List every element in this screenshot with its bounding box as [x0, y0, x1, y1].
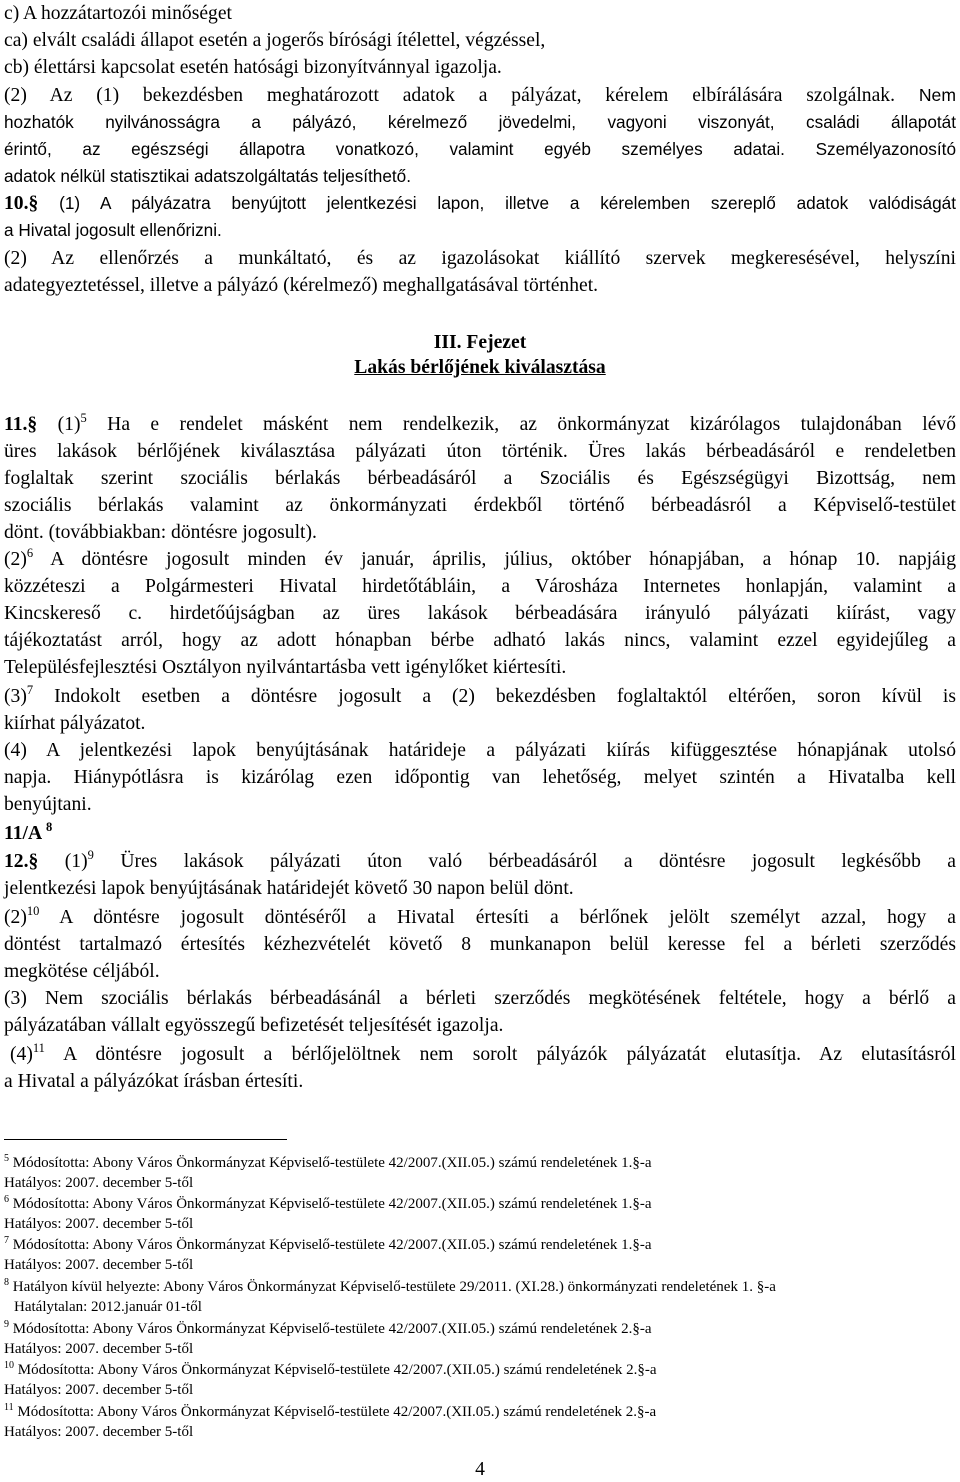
footnote: $^{10}$ Módosította: Abony Város Önkormányzat Képviselő-testülete 42/2007.(XII.05.) számú rendeletének 2.§-a	[4, 1360, 657, 1378]
footnote-effective: Hatályos: 2007. december 5-től	[4, 1341, 194, 1357]
text-line: a Hivatal a pályázókat írásban értesíti.	[4, 1071, 304, 1092]
text-line: $(2)^{10}$ A döntésre jogosult döntéséről a Hivatal értesíti a bérlőnek jelölt személyt azzal, hogy a	[4, 904, 956, 928]
footnote: $^5$ Módosította: Abony Város Önkormányzat Képviselő-testülete 42/2007.(XII.05.) számú rendeletének 1.§-a	[4, 1153, 652, 1171]
footnote-ref: 7	[26, 683, 34, 697]
footnote-effective: Hatálytalan: 2012.január 01-től	[14, 1299, 202, 1315]
section-number: 12.§	[4, 851, 39, 872]
section-11-line: 11.§ $(1)^5$ Ha e rendelet másként nem rendelkezik, az önkormányzat kizárólagos tulajdonában lévő	[4, 411, 956, 435]
text-line: c) A hozzátartozói minőséget	[4, 3, 232, 24]
chapter-number: III. Fejezet	[433, 332, 527, 353]
text-line: dönt. (továbbiakban: döntésre jogosult).	[4, 522, 317, 543]
text-line: döntést tartalmazó értesítés kézhezvételét követő 8 munkanapon belül keresse fel a bérleti szerződés	[4, 934, 956, 955]
text-line: (2) Az ellenőrzés a munkáltató, és az igazolásokat kiállító szervek megkeresésével, helyszíni	[4, 248, 956, 269]
footnote-effective: Hatályos: 2007. december 5-től	[4, 1175, 194, 1191]
text-line: $(4)^{11}$ A döntésre jogosult a bérlőjelöltnek nem sorolt pályázók pályázatát elutasítja. Az elutasításról	[10, 1041, 956, 1065]
footnote-ref: 6	[26, 546, 34, 560]
chapter-title: Lakás bérlőjének kiválasztása	[354, 357, 606, 378]
section-number: 10.§	[4, 193, 39, 214]
text-line: szociális bérlakás valamint az önkormányzati érdekből történő bérbeadásról a Képviselő-testület	[4, 495, 956, 516]
text-line: (4) A jelentkezési lapok benyújtásának határideje a pályázati kiírás kifüggesztése hónapjának utolsó	[4, 740, 956, 761]
text-line: ca) elvált családi állapot esetén a jogerős bírósági ítélettel, végzéssel,	[4, 30, 546, 51]
footnote-ref: 8	[45, 820, 53, 834]
text-line: napja. Hiánypótlásra is kizárólag ezen időpontig van lehetőség, melyet szintén a Hivatalba kell	[4, 767, 956, 788]
footnote-separator	[4, 1139, 287, 1140]
footnote-effective: Hatályos: 2007. december 5-től	[4, 1216, 194, 1232]
text-line: hozhatók nyilvánosságra a pályázó, kérelmező jövedelmi, vagyoni viszonyát, családi állapotát	[4, 112, 956, 132]
text-line: tájékoztatást arról, hogy az adott hónapban bérbe adható lakás nincs, valamint ezzel egyidejűleg a	[4, 630, 956, 651]
footnote-ref: 5	[80, 411, 87, 425]
section-12-line: 12.§ $(1)^9$ Üres lakások pályázati úton való bérbeadásáról a döntésre jogosult legkésőbb a	[4, 848, 957, 872]
page-number: 4	[475, 1459, 485, 1480]
text-line: közzéteszi a Polgármesteri Hivatal hirdetőtábláin, a Városháza Internetes honlapján, valamint a	[4, 576, 956, 597]
text-line: Kincskereső c. hirdetőújságban az üres lakások bérbeadására irányuló pályázati kiírást, vagy	[4, 603, 956, 624]
text-line: érintő, az egészségi állapotra vonatkozó, valamint egyéb személyes adatai. Személyazonosító	[4, 139, 956, 159]
section-10-line: 10.§ (1) A pályázatra benyújtott jelentkezési lapon, illetve a kérelemben szereplő adatok valódiságát	[4, 193, 956, 214]
text-line: adategyeztetéssel, illetve a pályázó (kérelmező) meghallgatásával történhet.	[4, 275, 599, 296]
text-line: üres lakások bérlőjének kiválasztása pályázati úton történik. Üres lakás bérbeadásáról e rendeletben	[4, 441, 956, 462]
footnote: $^{11}$ Módosította: Abony Város Önkormányzat Képviselő-testülete 42/2007.(XII.05.) számú rendeletének 2.§-a	[4, 1402, 657, 1420]
footnote: $^6$ Módosította: Abony Város Önkormányzat Képviselő-testülete 42/2007.(XII.05.) számú rendeletének 1.§-a	[4, 1194, 652, 1212]
section-number: 11.§	[4, 414, 38, 435]
text-line: (3) Nem szociális bérlakás bérbeadásánál a bérleti szerződés megkötésének feltétele, hogy a bérlő a	[4, 988, 956, 1009]
text-line: benyújtani.	[4, 794, 92, 815]
text-line: megkötése céljából.	[4, 961, 160, 982]
text-line: Településfejlesztési Osztályon nyilvántartásba vett igénylőket kiértesíti.	[4, 657, 567, 678]
footnote-ref: 9	[87, 848, 94, 862]
footnote-effective: Hatályos: 2007. december 5-től	[4, 1382, 194, 1398]
footnote-ref: 11	[32, 1041, 45, 1055]
text-line: kiírhat pályázatot.	[4, 713, 146, 734]
text-line: cb) élettársi kapcsolat esetén hatósági bizonyítvánnyal igazolja.	[4, 57, 502, 78]
text-line: (2) Az (1) bekezdésben meghatározott adatok a pályázat, kérelem elbírálására szolgálnak. Nem	[4, 85, 956, 106]
text-line: jelentkezési lapok benyújtásának határidejét követő 30 napon belül dönt.	[4, 878, 574, 899]
text-line: a Hivatal jogosult ellenőrizni.	[4, 220, 222, 240]
footnote: $^7$ Módosította: Abony Város Önkormányzat Képviselő-testülete 42/2007.(XII.05.) számú rendeletének 1.§-a	[4, 1235, 652, 1253]
footnote-effective: Hatályos: 2007. december 5-től	[4, 1424, 194, 1440]
footnote: $^8$ Hatályon kívül helyezte: Abony Város Önkormányzat Képviselő-testülete 29/2011. (XI.28.) önkormányzati rendeletének 1. §-a	[4, 1277, 776, 1295]
section-11a-heading: 11/A $^8$	[4, 820, 53, 844]
text-line: adatok nélkül statisztikai adatszolgáltatás teljesíthető.	[4, 166, 412, 186]
footnote-effective: Hatályos: 2007. december 5-től	[4, 1257, 194, 1273]
text-line: pályázatában vállalt egyösszegű befizetését teljesítését igazolja.	[4, 1015, 504, 1036]
text-line: foglaltak szerint szociális bérlakás bérbeadásáról a Szociális és Egészségügyi Bizottság, nem	[4, 468, 956, 489]
text-line: $(3)^7$ Indokolt esetben a döntésre jogosult a (2) bekezdésben foglaltaktól eltérően, soron kívül is	[4, 683, 956, 707]
footnote: $^9$ Módosította: Abony Város Önkormányzat Képviselő-testülete 42/2007.(XII.05.) számú rendeletének 2.§-a	[4, 1319, 652, 1337]
footnote-ref: 10	[26, 904, 40, 918]
text-line: $(2)^6$ A döntésre jogosult minden év január, április, július, október hónapjában, a hónap 10. napjáig	[4, 546, 956, 570]
